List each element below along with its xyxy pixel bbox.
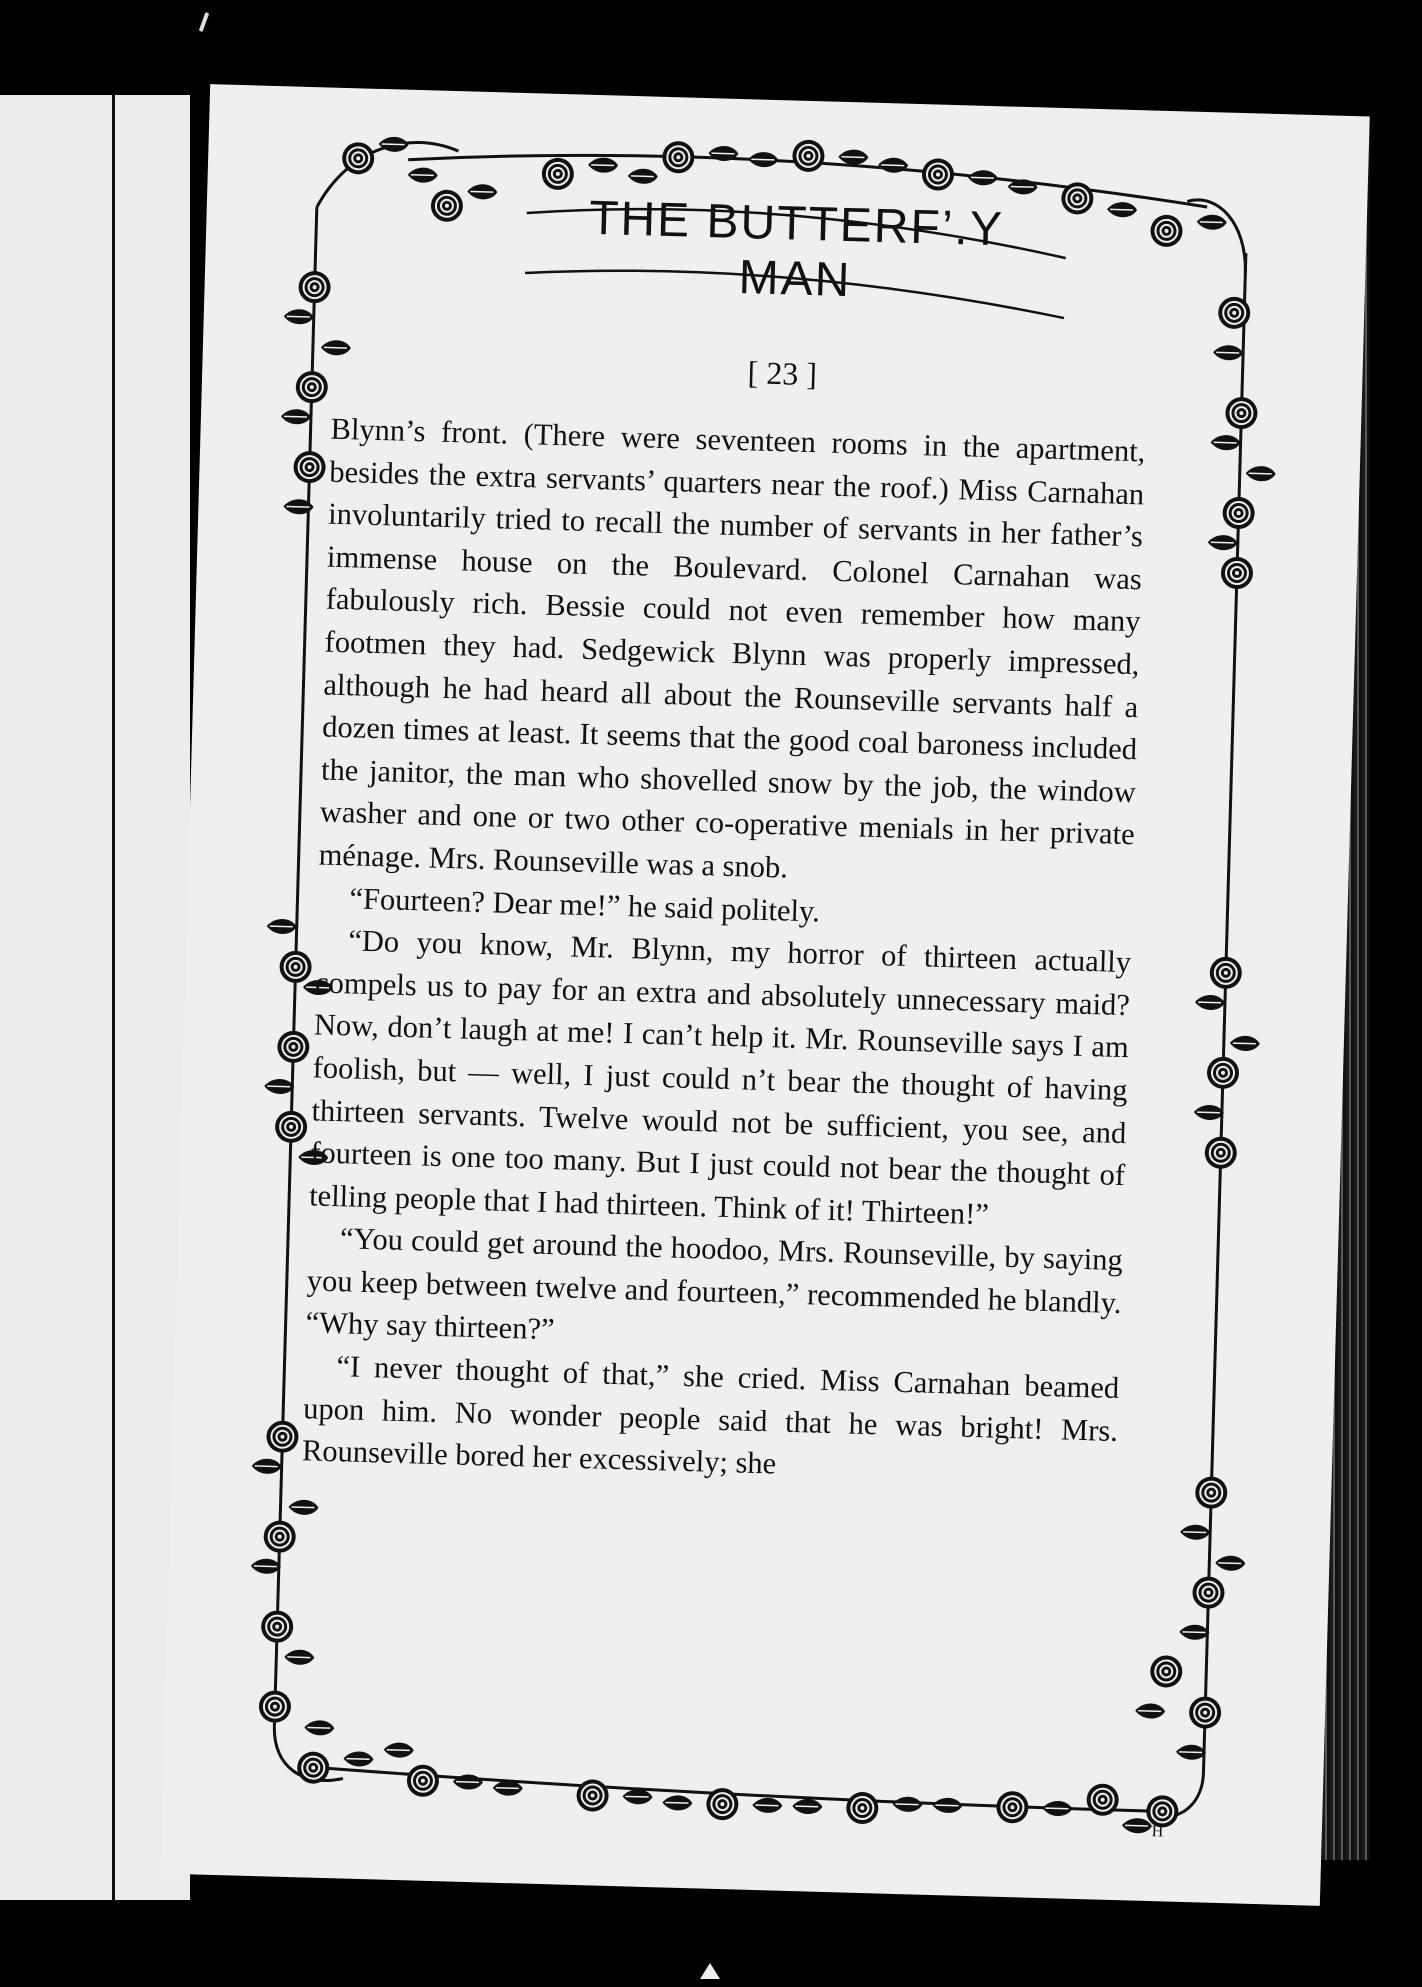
book-title: THE BUTTERF’.Y MAN [588,191,1005,308]
scan-speck [199,12,210,32]
page-number: [ 23 ] [747,354,818,393]
book-page [160,84,1370,1906]
left-page [0,95,190,1900]
gutter-rule [112,95,115,1900]
paragraph: Blynn’s front. (There were seventeen rooms in the apartment, besides the extra servants’ quarters near the roof.) Miss Carnahan involuntarily tried to recall the number of servants in her father’s immense house on the Boulevard. Colonel Carnahan was fabulously rich. Bessie could not even remember how many footmen they had. Sedgewick Blynn was properly impressed, although he had heard all about the Rounseville servants half a dozen times at least. It seems that the good coal baroness included the janitor, the man who shovelled snow by the job, the window washer and one or two other co-operative menials in her private ménage. Mrs. Rounseville was a snob. [318,411,1146,885]
right-vine [1134,395,1278,1761]
paragraph: “Do you know, Mr. Blynn, my horror of thirteen actually compels us to pay for an extra and absolutely unnecessary maid? Now, don’t laugh at me! I can’t help it. Mr. Rounseville says I am foolish, but — well, I just could n’t bear the thought of having thirteen servants. Twelve would not be sufficient, you see, and fourteen is one too many. But I just could not bear the thought of telling people that I had thirteen. Think of it! Thirteen!” [308,923,1132,1232]
body-text [301,408,1145,1495]
illustrator-signature: H [1151,1823,1164,1841]
paragraph: “Fourteen? Dear me!” he said politely. [349,880,821,929]
running-head [535,153,1058,308]
paragraph: “You could get around the hoodoo, Mrs. Rounseville, by saying you keep between twelve and fourteen,” recommended he blandly. “Why say thirteen?” [305,1221,1124,1347]
bottom-vine [406,1764,1179,1834]
scan-mark [700,1963,720,1979]
paragraph: “I never thought of that,” she cried. Miss Carnahan beamed upon him. No wonder people said that he was bright! Mrs. Rounseville bored her excessively; she [301,1349,1120,1481]
